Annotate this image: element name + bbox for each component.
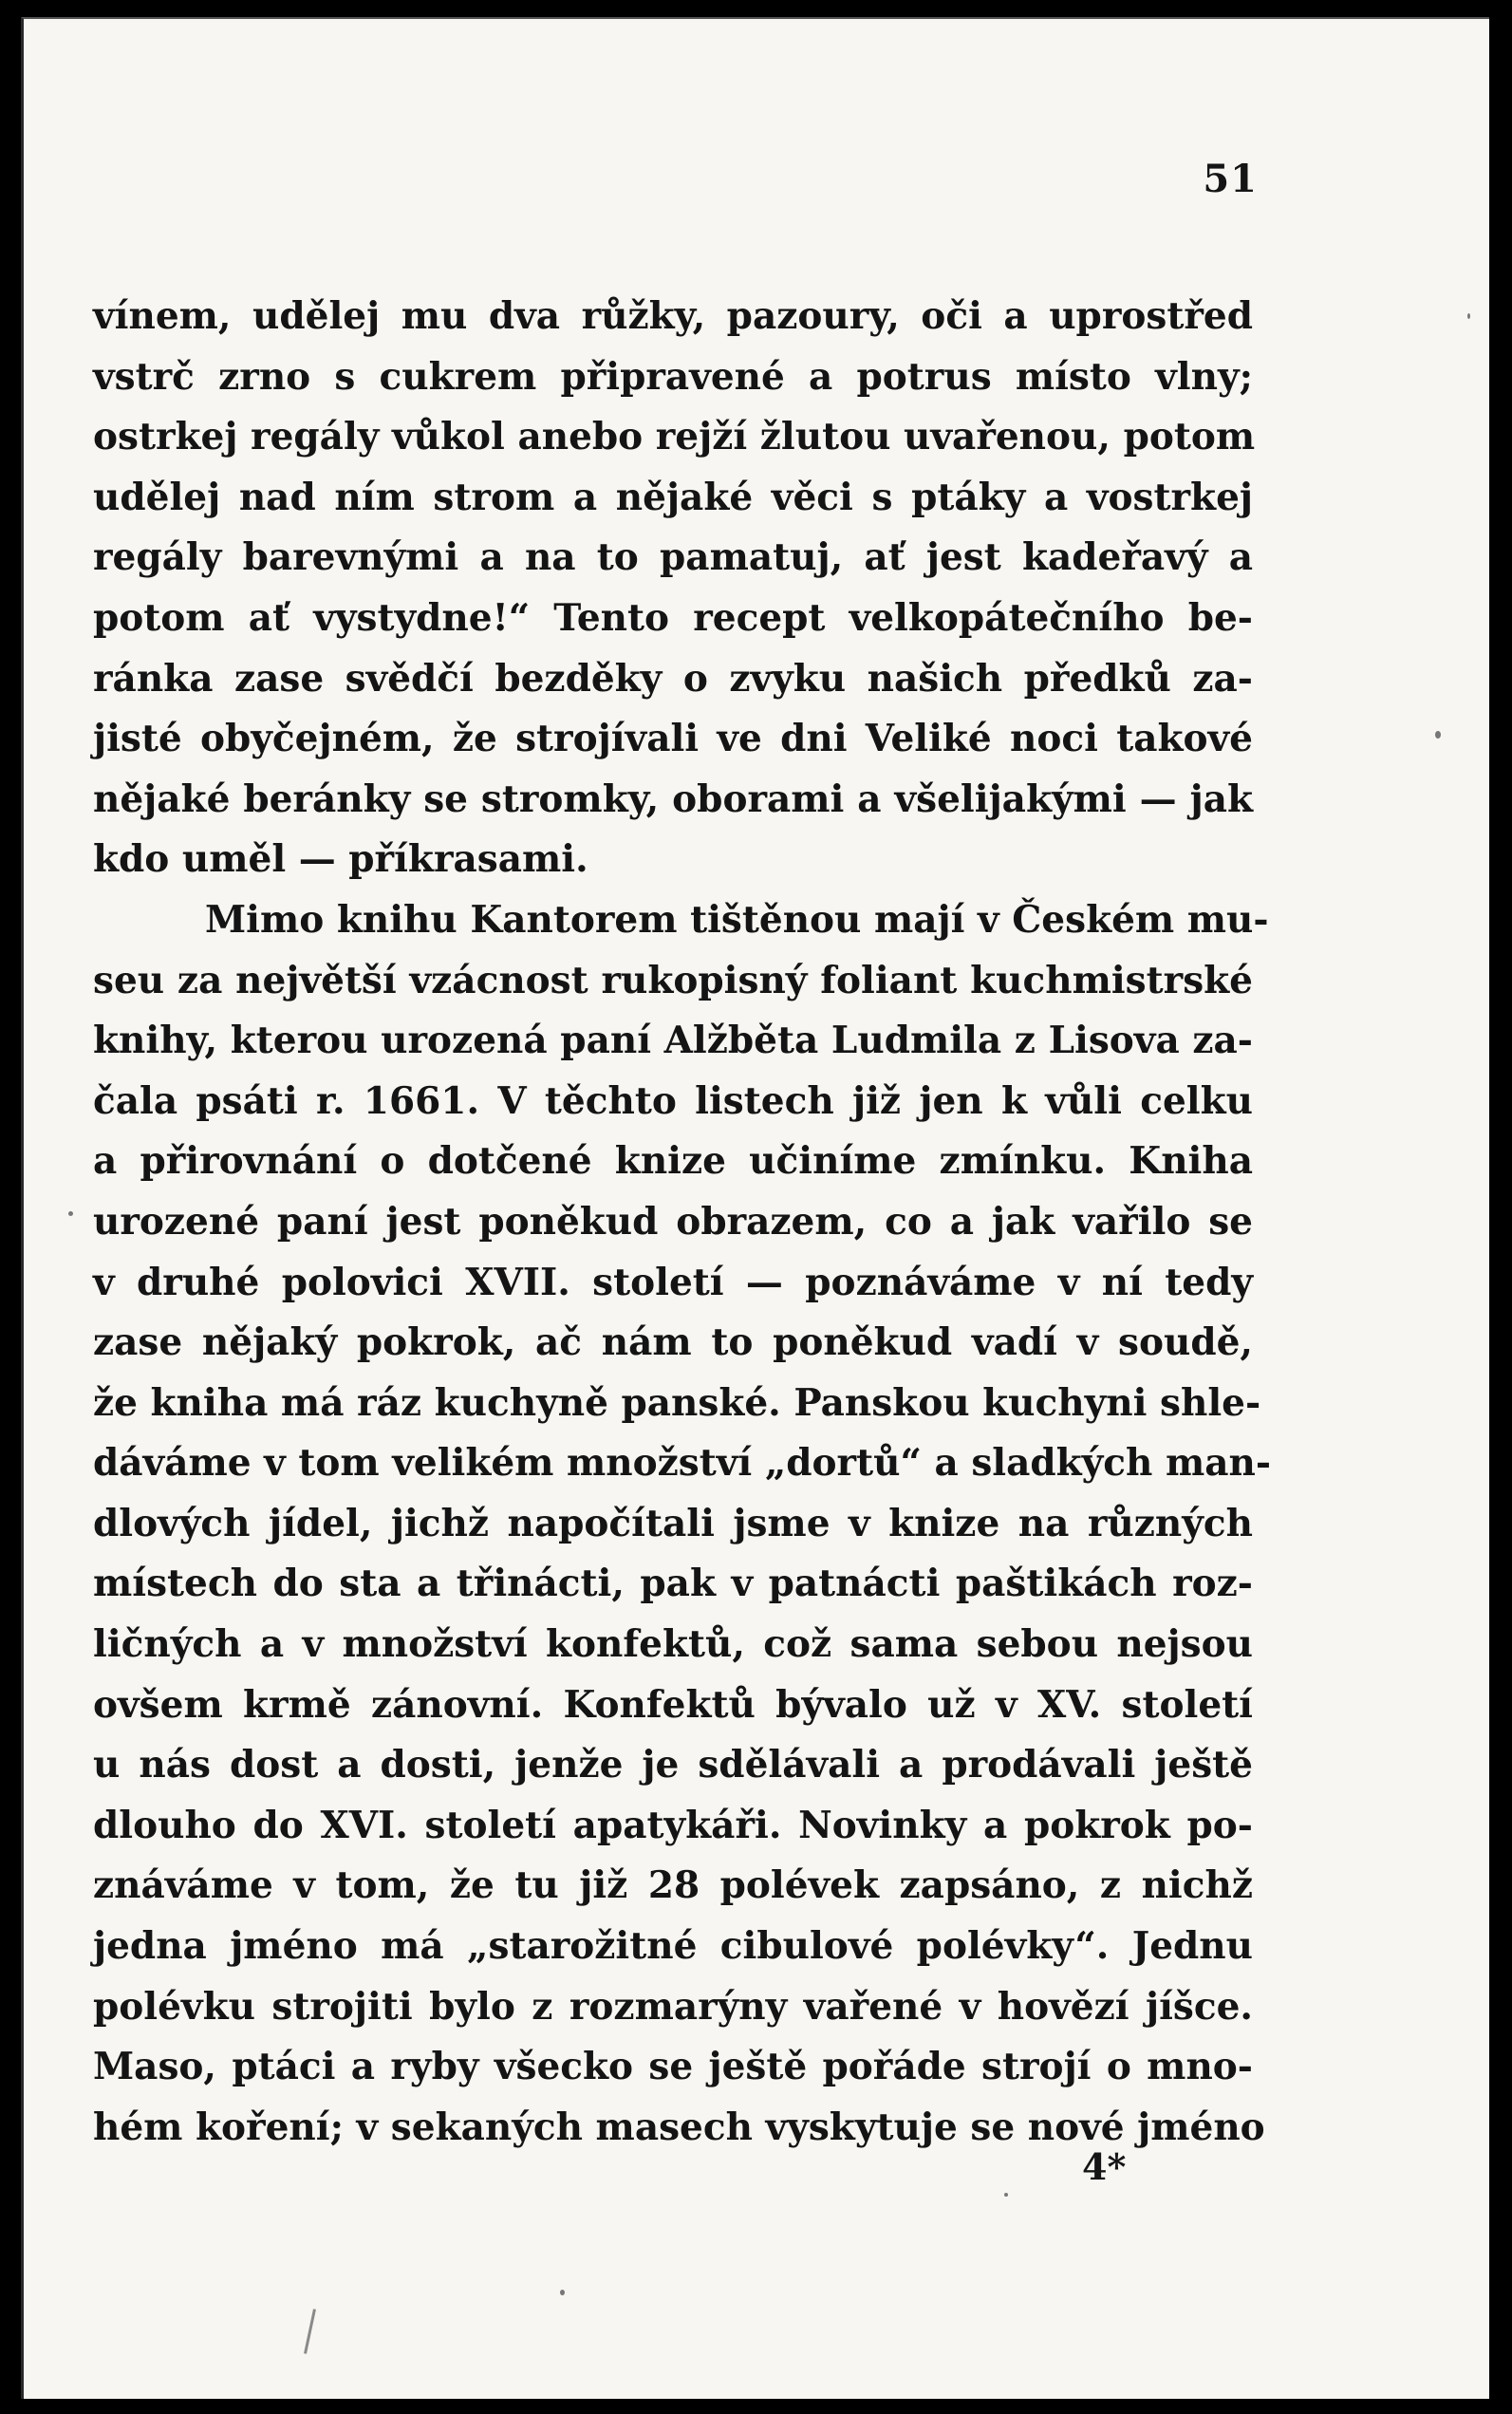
text-line: jedna jméno má „starožitné cibulové polévky“. Jednu bbox=[93, 1924, 1253, 1969]
paragraph-start-line: Mimo knihu Kantorem tištěnou mají v Českém mu- bbox=[205, 897, 1269, 942]
text-line: zase nějaký pokrok, ač nám to poněkud vadí v soudě, bbox=[93, 1320, 1253, 1365]
scan-speck bbox=[68, 1211, 73, 1216]
text-line: ovšem krmě zánovní. Konfektů bývalo už v XV. století bbox=[93, 1682, 1253, 1727]
text-line: urozené paní jest poněkud obrazem, co a jak vařilo se bbox=[93, 1199, 1253, 1244]
text-line: dlových jídel, jichž napočítali jsme v knize na různých bbox=[93, 1501, 1253, 1545]
text-line: a přirovnání o dotčené knize učiníme zmínku. Kniha bbox=[93, 1139, 1253, 1184]
text-line: že kniha má ráz kuchyně panské. Panskou kuchyni shle- bbox=[93, 1380, 1261, 1425]
text-line: knihy, kterou urozená paní Alžběta Ludmila z Lisova za- bbox=[93, 1019, 1253, 1063]
signature-mark: 4* bbox=[1082, 2145, 1127, 2188]
text-line: dáváme v tom velikém množství „dortů“ a sladkých man- bbox=[93, 1441, 1272, 1486]
text-line: vstrč zrno s cukrem připravené a potrus místo vlny; bbox=[93, 354, 1253, 399]
page-number: 51 bbox=[1203, 157, 1258, 201]
text-line: vínem, udělej mu dva růžky, pazoury, oči a uprostřed bbox=[93, 294, 1253, 338]
scan-speck bbox=[560, 2290, 565, 2295]
text-line: polévku strojiti bylo z rozmarýny vařené v hovězí jíšce. bbox=[93, 1984, 1253, 2029]
scan-speck bbox=[1467, 313, 1470, 319]
text-line: nějaké beránky se stromky, oborami a všelijakými — jak bbox=[93, 777, 1253, 821]
text-line: Maso, ptáci a ryby všecko se ještě pořáde strojí o mno- bbox=[93, 2045, 1253, 2089]
text-line: jisté obyčejném, že strojívali ve dni Veliké noci takové bbox=[93, 717, 1253, 761]
scan-speck bbox=[1435, 731, 1441, 739]
scan-edge-shadow bbox=[1499, 0, 1512, 2414]
text-line: u nás dost a dosti, jenže je sdělávali a prodávali ještě bbox=[93, 1743, 1253, 1787]
scan-speck bbox=[1004, 2193, 1008, 2197]
text-line: udělej nad ním strom a nějaké věci s ptáky a vostrkej bbox=[93, 475, 1253, 519]
text-line: potom ať vystydne!“ Tento recept velkopátečního be- bbox=[93, 595, 1253, 640]
text-line: ránka zase svědčí bezděky o zvyku našich předků za- bbox=[93, 656, 1253, 701]
text-line: ostrkej regály vůkol anebo rejží žlutou uvařenou, potom bbox=[93, 415, 1256, 459]
text-line: seu za největší vzácnost rukopisný foliant kuchmistrské bbox=[93, 958, 1253, 1002]
text-line: čala psáti r. 1661. V těchto listech již jen k vůli celku bbox=[93, 1078, 1253, 1123]
text-line: regály barevnými a na to pamatuj, ať jest kadeřavý a bbox=[93, 535, 1253, 580]
text-line: znáváme v tom, že tu již 28 polévek zapsáno, z nichž bbox=[93, 1863, 1253, 1908]
body-text bbox=[93, 287, 1272, 2158]
text-line: v druhé polovici XVII. století — poznáváme v ní tedy bbox=[93, 1260, 1253, 1304]
text-line: dlouho do XVI. století apatykáři. Novinky a pokrok po- bbox=[93, 1803, 1253, 1847]
text-line: kdo uměl — příkrasami. bbox=[93, 837, 588, 882]
text-line: ličných a v množství konfektů, což sama sebou nejsou bbox=[93, 1622, 1253, 1667]
text-line: místech do sta a třinácti, pak v patnácti paštikách roz- bbox=[93, 1562, 1253, 1606]
text-line: hém koření; v sekaných masech vyskytuje se nové jméno bbox=[93, 2105, 1265, 2149]
